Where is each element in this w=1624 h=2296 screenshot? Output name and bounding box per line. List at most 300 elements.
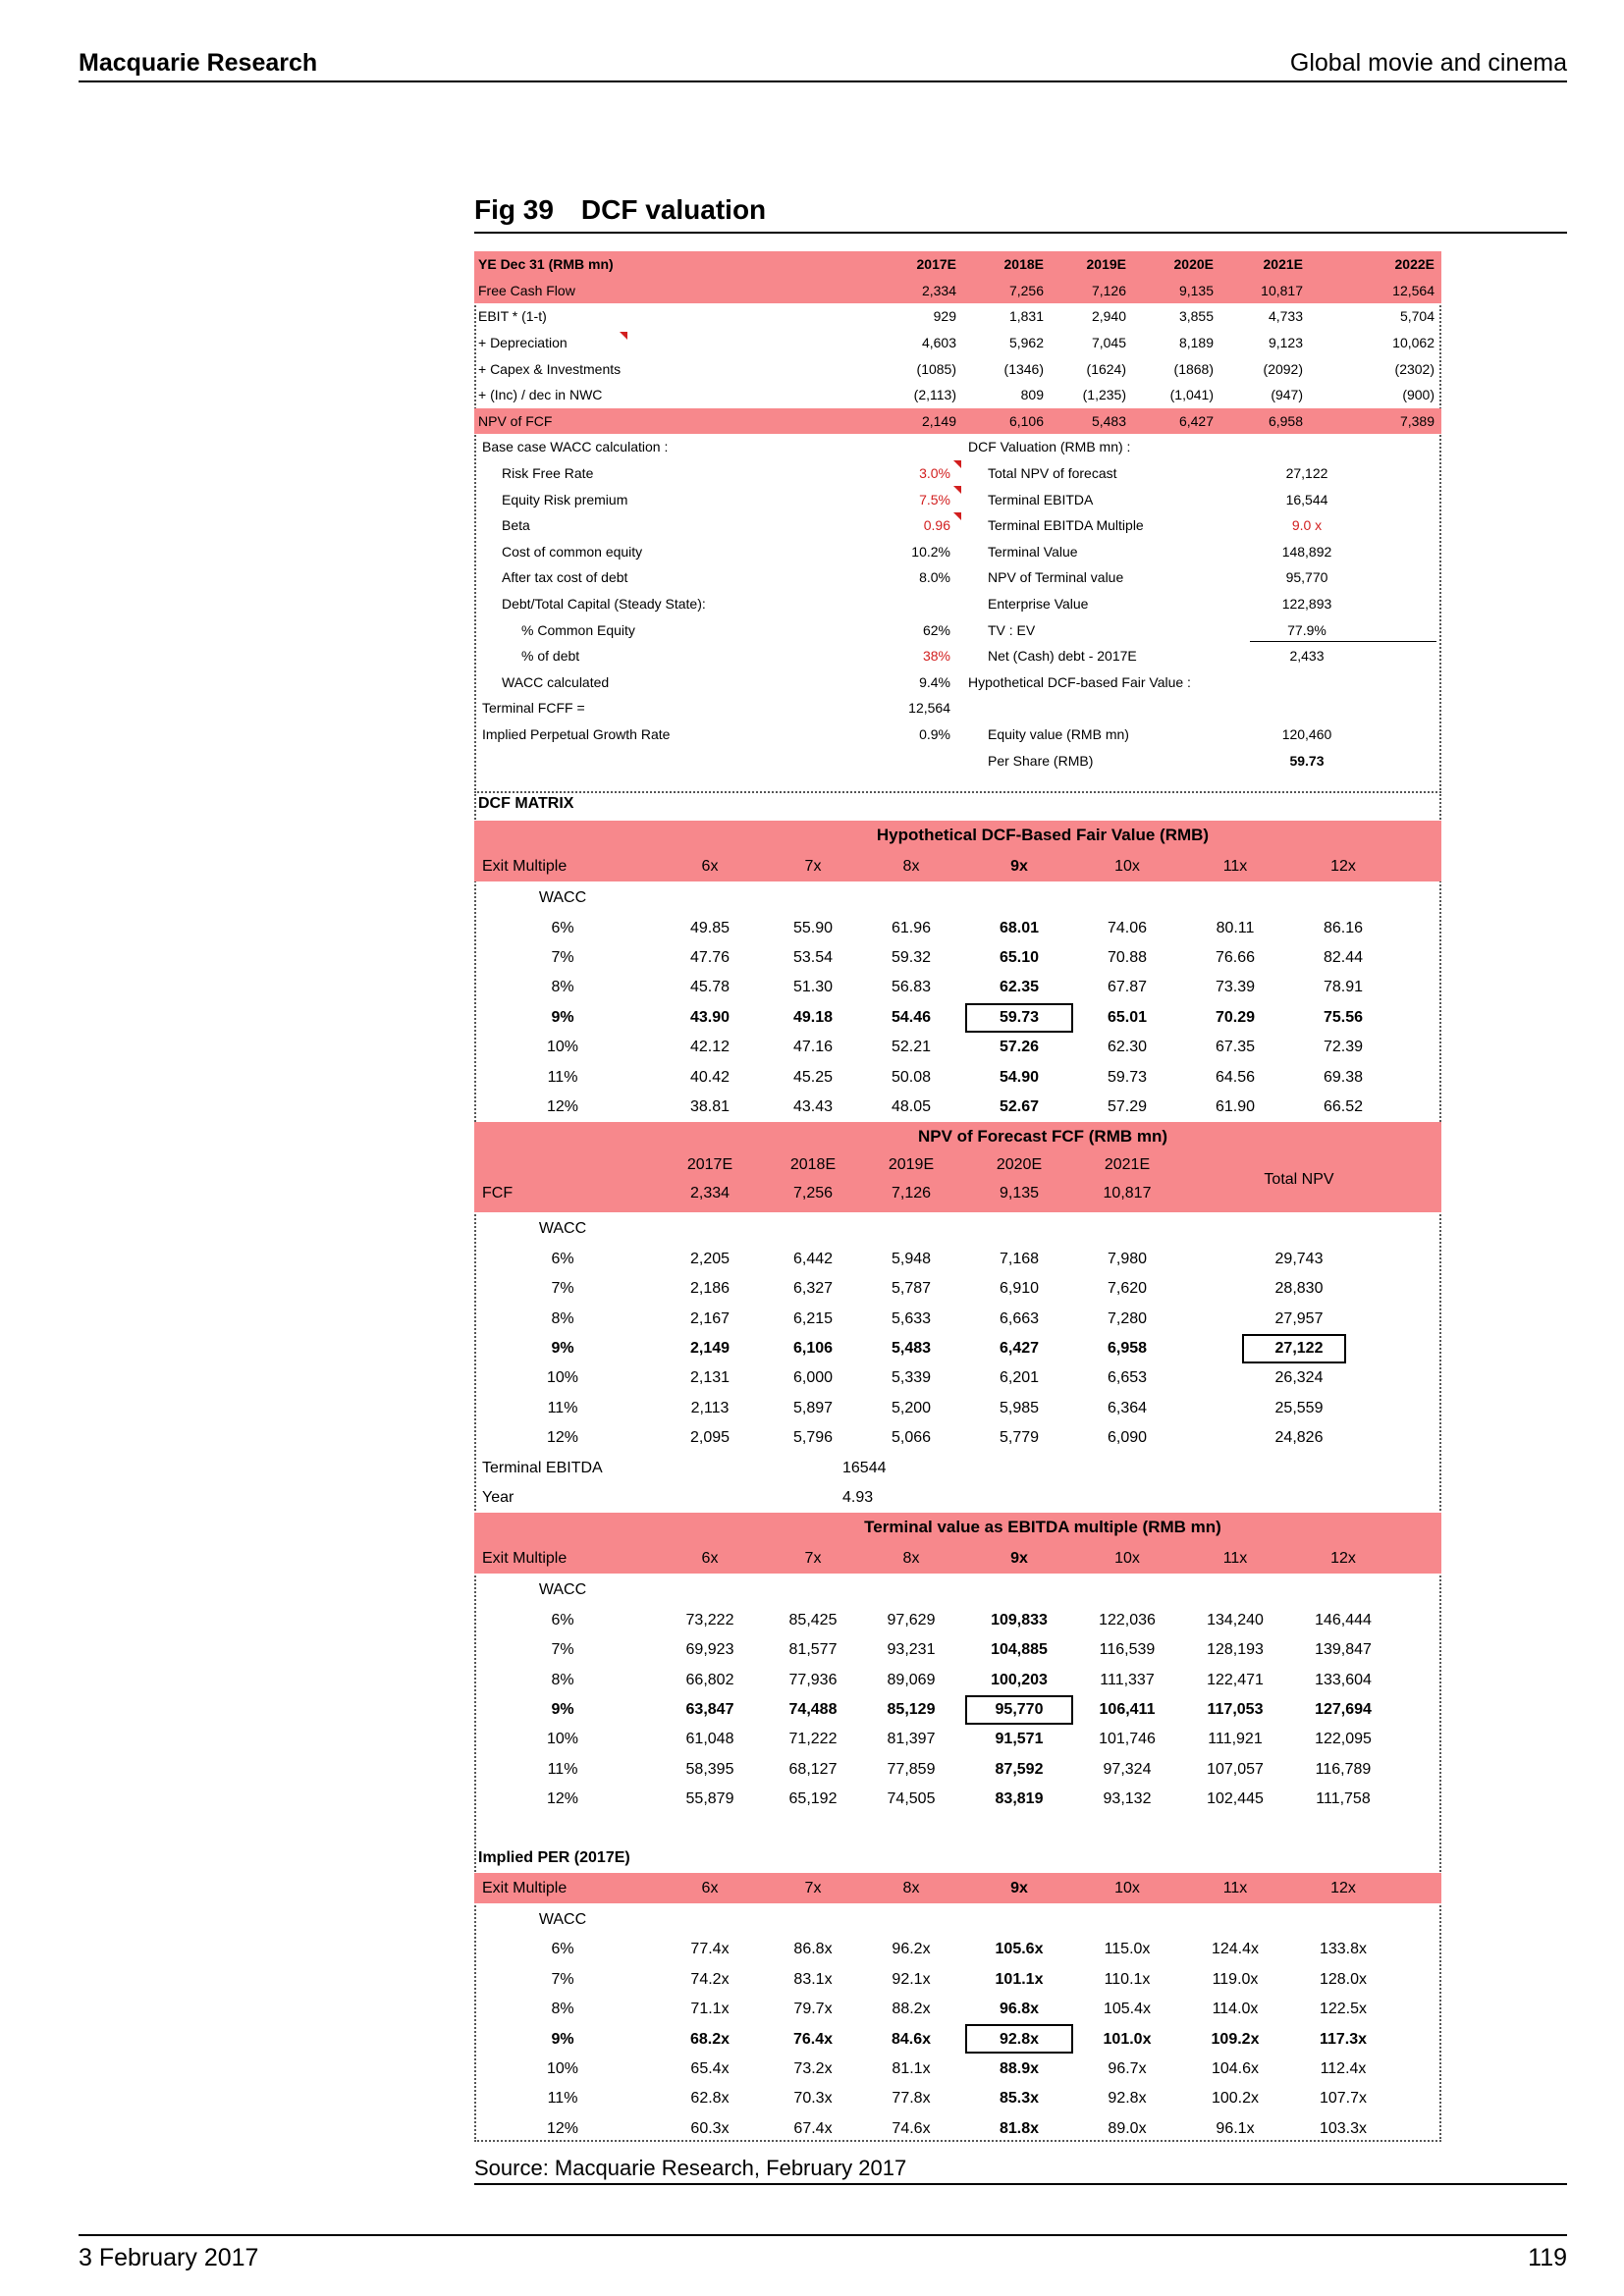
npv_fcf-total: 26,324: [1274, 1369, 1324, 1387]
npv_fcf-value: 5,779: [999, 1429, 1040, 1447]
implied_per-value: 71.1x: [690, 2001, 730, 2018]
wacc-calc-value: 38%: [922, 648, 950, 665]
terminal_value-value: 89,069: [887, 1671, 936, 1688]
multiple-header: 7x: [804, 1879, 822, 1896]
wacc-calc-value: 0.96: [923, 517, 950, 534]
dcf-valuation-sheet: [474, 251, 1441, 2142]
wacc-calc-row: [474, 721, 1441, 748]
implied_per-row: [474, 2084, 1441, 2113]
npv_fcf-value: 6,958: [1107, 1339, 1148, 1357]
fair_value-value: 66.52: [1323, 1097, 1364, 1115]
wacc-value: 9%: [551, 1700, 574, 1718]
npv_fcf-value: 5,339: [891, 1369, 932, 1387]
fcf-row-value: 7,126: [1091, 282, 1126, 298]
npv_fcf-value: 5,066: [891, 1429, 932, 1447]
npv_fcf-value: 2,113: [690, 1399, 730, 1416]
base-case-box: [965, 2024, 1073, 2054]
implied_per-value: 79.7x: [793, 2001, 833, 2018]
implied_per-value: 77.8x: [892, 2090, 931, 2108]
fcf-header-label: YE Dec 31 (RMB mn): [478, 256, 614, 273]
fcf-year-header: 2019E: [1086, 256, 1126, 273]
base-case-box: [965, 1695, 1073, 1725]
npv_fcf-value: 5,633: [891, 1309, 932, 1327]
fair_value-value: 52.21: [891, 1039, 932, 1056]
terminal_value-value: 100,203: [991, 1671, 1048, 1688]
terminal_value-value: 122,036: [1099, 1611, 1156, 1629]
npv_fcf-row: [474, 1304, 1441, 1333]
multiple-header: 10x: [1114, 1879, 1140, 1896]
implied_per-value: 89.0x: [1108, 2119, 1147, 2137]
multiple-header: 12x: [1330, 858, 1356, 875]
wacc-calc-label: % Common Equity: [521, 621, 635, 638]
implied_per-value: 92.8x: [1108, 2090, 1147, 2108]
terminal_value-value: 93,231: [887, 1641, 936, 1659]
npv_fcf-row: [474, 1363, 1441, 1393]
implied_per-value: 119.0x: [1212, 1970, 1259, 1988]
fcf-row-value: 2,334: [921, 282, 956, 298]
implied_per-value: 86.8x: [793, 1941, 833, 1958]
dcf-valuation-value: 148,892: [1281, 543, 1332, 560]
implied_per-value: 68.2x: [689, 2030, 731, 2048]
header-rule: [79, 80, 1567, 82]
terminal_value-value: 77,936: [788, 1671, 838, 1688]
implied_per-value: 92.1x: [892, 1970, 931, 1988]
dcf-valuation-label: Total NPV of forecast: [988, 465, 1117, 482]
fcf-row-label: NPV of FCF: [478, 412, 553, 429]
dcf-valuation-label: Terminal EBITDA: [988, 491, 1094, 507]
fcf-year-header: 2022E: [1394, 256, 1435, 273]
terminal_value-header: [474, 1544, 1441, 1574]
wacc-title-row: [474, 434, 1441, 460]
implied_per-value: 74.6x: [892, 2119, 931, 2137]
year-label: Year: [482, 1488, 514, 1506]
wacc-value: 6%: [551, 919, 574, 936]
terminal_value-value: 61,048: [685, 1731, 734, 1748]
implied_per-value: 105.4x: [1103, 2001, 1152, 2018]
wacc-label: WACC: [538, 1581, 587, 1599]
implied_per-value: 115.0x: [1104, 1941, 1151, 1958]
fcf-label: FCF: [482, 1185, 514, 1202]
fcf-year-header: 2021E: [1263, 256, 1303, 273]
implied_per-wacc-label-row: [474, 1905, 1441, 1935]
fcf-row-value: (2092): [1263, 360, 1303, 377]
fcf-year-header: 2020E: [1173, 256, 1214, 273]
npv-year-header: 2019E: [888, 1156, 935, 1174]
terminal_value-row: [474, 1635, 1441, 1665]
dcf-valuation-value: 122,893: [1281, 596, 1332, 613]
npv-fcf-title: NPV of Forecast FCF (RMB mn): [917, 1127, 1168, 1147]
terminal_value-row: [474, 1695, 1441, 1725]
wacc-calc-label: Cost of common equity: [502, 543, 643, 560]
implied_per-value: 67.4x: [793, 2119, 833, 2137]
fcf-value: 7,126: [891, 1185, 932, 1202]
dcf-valuation-value: 27,122: [1285, 465, 1328, 482]
wacc-value: 7%: [551, 1970, 574, 1988]
per-share-value: 59.73: [1289, 752, 1325, 769]
comment-marker: [953, 486, 961, 494]
npv_fcf-wacc-label-row: [474, 1214, 1441, 1244]
terminal_value-value: 122,095: [1315, 1731, 1372, 1748]
fcf-row-value: (1346): [1003, 360, 1044, 377]
terminal_value-value: 127,694: [1315, 1700, 1372, 1718]
fcf-year-header: 2018E: [1003, 256, 1044, 273]
wacc-value: 8%: [551, 1309, 574, 1327]
wacc-value: 7%: [551, 948, 574, 966]
implied_per-row: [474, 2055, 1441, 2084]
fair_value-value: 45.78: [689, 979, 731, 996]
npv_fcf-row: [474, 1245, 1441, 1274]
wacc-calc-value: [887, 591, 950, 617]
implied_per-value: 114.0x: [1212, 2001, 1259, 2018]
npv_fcf-value: 7,280: [1107, 1309, 1148, 1327]
dcf-valuation-label: Terminal EBITDA Multiple: [988, 517, 1144, 534]
fcf-table-row: [474, 278, 1441, 304]
implied_per-value: 92.8x: [999, 2030, 1040, 2048]
terminal_value-value: 95,770: [995, 1700, 1044, 1718]
fair_value-value: 70.29: [1215, 1008, 1256, 1026]
fair_value-value: 61.90: [1215, 1097, 1256, 1115]
dcf-valuation-label: Enterprise Value: [988, 596, 1089, 613]
fair_value-value: 76.66: [1215, 948, 1256, 966]
implied_per-value: 88.2x: [892, 2001, 931, 2018]
exit-multiple-label: Exit Multiple: [482, 858, 568, 875]
wacc-calc-title: Base case WACC calculation :: [482, 439, 669, 455]
wacc-value: 8%: [551, 979, 574, 996]
wacc-calc-label: % of debt: [521, 648, 580, 665]
fcf-row-value: 6,958: [1268, 412, 1303, 429]
wacc-calc-label: Risk Free Rate: [502, 465, 594, 482]
fcf-row-value: 10,062: [1392, 335, 1435, 351]
fcf-row-value: (1,235): [1082, 387, 1126, 403]
wacc-value: 12%: [546, 1429, 579, 1447]
fair_value-row: [474, 913, 1441, 942]
terminal_value-value: 66,802: [685, 1671, 734, 1688]
fcf-row-value: 2,149: [921, 412, 956, 429]
fair_value-value: 74.06: [1107, 919, 1148, 936]
fcf-row-label: + Depreciation: [478, 335, 568, 351]
fcf-header-row: [474, 251, 1441, 278]
total-npv-label: Total NPV: [1264, 1171, 1334, 1189]
dcf-valuation-value: 9.0 x: [1291, 517, 1323, 534]
terminal_value-value: 107,057: [1207, 1760, 1264, 1778]
npv_fcf-value: 6,663: [999, 1309, 1040, 1327]
wacc-calc-value: 8.0%: [919, 569, 950, 586]
implied_per-value: 103.3x: [1319, 2119, 1368, 2137]
npv_fcf-value: 6,364: [1107, 1399, 1148, 1416]
year-value: 4.93: [842, 1488, 874, 1506]
npv_fcf-value: 6,910: [999, 1280, 1040, 1298]
terminal_value-value: 102,445: [1207, 1790, 1264, 1808]
npv_fcf-value: 2,186: [689, 1280, 731, 1298]
terminal_value-value: 74,488: [788, 1700, 838, 1718]
fair_value-value: 49.85: [689, 919, 731, 936]
npv_fcf-total: 27,122: [1274, 1339, 1324, 1357]
implied_per-value: 101.1x: [995, 1970, 1044, 1988]
fair_value-row: [474, 973, 1441, 1002]
fair_value-row: [474, 1062, 1441, 1092]
fcf-row-value: 5,483: [1091, 412, 1126, 429]
fcf-row-value: (1868): [1173, 360, 1214, 377]
wacc-value: 12%: [546, 1790, 579, 1808]
implied_per-value: 85.3x: [999, 2090, 1040, 2108]
fair_value-value: 56.83: [891, 979, 932, 996]
npv_fcf-value: 5,948: [891, 1250, 932, 1267]
fair_value-value: 62.35: [999, 979, 1040, 996]
npv_fcf-value: 7,620: [1107, 1280, 1148, 1298]
npv_fcf-value: 5,200: [891, 1399, 932, 1416]
fcf-row-label: + Capex & Investments: [478, 360, 622, 377]
fair_value-value: 82.44: [1323, 948, 1364, 966]
fcf-row-value: (1624): [1086, 360, 1126, 377]
fcf-row-value: (900): [1402, 387, 1435, 403]
terminal_value-value: 68,127: [788, 1760, 838, 1778]
implied_per-value: 81.8x: [999, 2119, 1040, 2137]
fair_value-value: 78.91: [1323, 979, 1364, 996]
implied_per-value: 62.8x: [690, 2090, 730, 2108]
wacc-value: 12%: [546, 2119, 579, 2137]
fair_value-value: 67.87: [1107, 979, 1148, 996]
multiple-header: 10x: [1114, 1550, 1140, 1568]
fair_value-value: 69.38: [1323, 1068, 1364, 1086]
equity-value-label: Equity value (RMB mn): [988, 726, 1129, 743]
fcf-row-value: 809: [1020, 387, 1044, 403]
fair_value-value: 73.39: [1215, 979, 1256, 996]
wacc-calc-row: [474, 460, 1441, 487]
wacc-value: 6%: [551, 1611, 574, 1629]
fcf-row-value: 9,135: [1178, 282, 1214, 298]
terminal_value-value: 97,629: [887, 1611, 936, 1629]
wacc-calc-value: 12,564: [908, 700, 950, 717]
fair-value-title: Hypothetical DCF-based Fair Value :: [968, 673, 1191, 690]
npv_fcf-row: [474, 1274, 1441, 1304]
fair_value-value: 72.39: [1323, 1039, 1364, 1056]
fcf-row-value: 10,817: [1261, 282, 1303, 298]
fair_value-value: 62.30: [1107, 1039, 1148, 1056]
terminal_value-value: 69,923: [685, 1641, 734, 1659]
wacc-value: 8%: [551, 2001, 574, 2018]
fair_value-value: 67.35: [1215, 1039, 1256, 1056]
fcf-table-row: [474, 355, 1441, 382]
multiple-header: 9x: [1010, 1879, 1028, 1896]
wacc-calc-row: [474, 486, 1441, 512]
dcf-valuation-value: 16,544: [1285, 491, 1328, 507]
wacc-calc-label: Beta: [502, 517, 530, 534]
wacc-value: 11%: [547, 2090, 578, 2108]
implied_per-value: 112.4x: [1320, 2059, 1367, 2077]
dcf-matrix-title: DCF MATRIX: [478, 795, 574, 812]
dcf-valuation-label: NPV of Terminal value: [988, 569, 1124, 586]
implied_per-row: [474, 1995, 1441, 2024]
fair_value-row: [474, 1033, 1441, 1062]
source-rule: [474, 2183, 1567, 2185]
implied_per-value: 117.3x: [1319, 2030, 1368, 2048]
fair_value-row: [474, 1093, 1441, 1122]
fcf-row-value: 929: [933, 308, 956, 325]
fair_value-value: 51.30: [792, 979, 834, 996]
fair_value-value: 47.16: [792, 1039, 834, 1056]
fair_value-value: 57.29: [1107, 1097, 1148, 1115]
wacc-calc-row: [474, 564, 1441, 591]
wacc-calc-label: Implied Perpetual Growth Rate: [482, 726, 671, 743]
wacc-value: 8%: [551, 1671, 574, 1688]
equity-value: 120,460: [1281, 726, 1332, 743]
terminal_value-value: 109,833: [991, 1611, 1048, 1629]
multiple-header: 11x: [1222, 858, 1248, 875]
fcf-row-value: 1,831: [1008, 308, 1044, 325]
fcf-value: 7,256: [792, 1185, 834, 1202]
fair_value-value: 50.08: [891, 1068, 932, 1086]
fair_value-value: 43.90: [689, 1008, 731, 1026]
fair_value-value: 68.01: [999, 919, 1040, 936]
wacc-calc-row: [474, 616, 1441, 643]
implied_per-row: [474, 2114, 1441, 2144]
terminal_value-value: 55,879: [685, 1790, 734, 1808]
terminal_value-value: 116,539: [1099, 1641, 1156, 1659]
wacc-calc-value: 9.4%: [919, 673, 950, 690]
terminal_value-value: 106,411: [1099, 1700, 1156, 1718]
terminal_value-value: 134,240: [1207, 1611, 1264, 1629]
terminal_value-value: 101,746: [1099, 1731, 1156, 1748]
terminal_value-row: [474, 1606, 1441, 1635]
npv-year-header: 2018E: [789, 1156, 837, 1174]
fcf-row-label: + (Inc) / dec in NWC: [478, 387, 603, 403]
npv_fcf-total: 28,830: [1274, 1280, 1324, 1298]
npv-year-header: 2021E: [1104, 1156, 1151, 1174]
comment-marker: [620, 332, 627, 340]
base-case-box: [965, 1003, 1073, 1033]
fair_value-value: 45.25: [792, 1068, 834, 1086]
comment-marker: [953, 460, 961, 468]
wacc-value: 10%: [546, 1039, 579, 1056]
npv_fcf-value: 2,095: [689, 1429, 731, 1447]
fair_value-band: [474, 821, 1441, 881]
fcf-value: 10,817: [1103, 1185, 1152, 1202]
terminal_value-value: 117,053: [1207, 1700, 1264, 1718]
dcf-valuation-value: 2,433: [1289, 648, 1325, 665]
wacc-value: 6%: [551, 1941, 574, 1958]
terminal_value-value: 111,921: [1208, 1731, 1263, 1748]
fcf-row-value: 5,962: [1008, 335, 1044, 351]
terminal_value-value: 63,847: [685, 1700, 734, 1718]
npv-year-header: 2020E: [996, 1156, 1043, 1174]
per-share-label: Per Share (RMB): [988, 752, 1094, 769]
terminal_value-value: 93,132: [1103, 1790, 1152, 1808]
npv_fcf-value: 7,168: [999, 1250, 1040, 1267]
dcf-valuation-label: Terminal Value: [988, 543, 1078, 560]
npv_fcf-row: [474, 1423, 1441, 1453]
fcf-value: 2,334: [689, 1185, 731, 1202]
fair_value-value: 40.42: [689, 1068, 731, 1086]
wacc-calc-value: 7.5%: [919, 491, 950, 507]
implied_per-row: [474, 2024, 1441, 2054]
wacc-value: 10%: [546, 1369, 579, 1387]
fcf-row-value: 9,123: [1268, 335, 1303, 351]
npv_fcf-value: 5,483: [891, 1339, 932, 1357]
multiple-header: 8x: [902, 1879, 920, 1896]
fcf-row-value: 7,389: [1399, 412, 1435, 429]
wacc-calc-value: 10.2%: [911, 543, 950, 560]
implied_per-value: 60.3x: [690, 2119, 730, 2137]
npv_fcf-value: 6,442: [792, 1250, 834, 1267]
fair_value-value: 59.73: [999, 1008, 1040, 1026]
terminal_value-value: 116,789: [1315, 1760, 1372, 1778]
terminal_value-value: 146,444: [1315, 1611, 1372, 1629]
fair_value-value: 43.43: [792, 1097, 834, 1115]
npv_fcf-value: 6,653: [1107, 1369, 1148, 1387]
fair_value-value: 38.81: [689, 1097, 731, 1115]
npv_fcf-value: 6,201: [999, 1369, 1040, 1387]
implied_per-value: 96.7x: [1108, 2059, 1147, 2077]
implied_per-value: 73.2x: [793, 2059, 833, 2077]
fair_value-wacc-label-row: [474, 883, 1441, 913]
npv_fcf-total: 25,559: [1274, 1399, 1324, 1416]
npv_fcf-value: 5,787: [891, 1280, 932, 1298]
fcf-row-value: 4,733: [1268, 308, 1303, 325]
implied_per-value: 77.4x: [690, 1941, 730, 1958]
multiple-header: 6x: [701, 1879, 719, 1896]
fcf-row-value: 8,189: [1178, 335, 1214, 351]
fair_value-value: 75.56: [1323, 1008, 1364, 1026]
wacc-calc-row: [474, 591, 1441, 617]
npv_fcf-value: 5,897: [792, 1399, 834, 1416]
fair_value-value: 59.32: [891, 948, 932, 966]
multiple-header: 10x: [1114, 858, 1140, 875]
comment-marker: [953, 512, 961, 520]
fcf-row-value: 7,256: [1008, 282, 1044, 298]
implied_per-value: 100.2x: [1211, 2090, 1260, 2108]
fcf-row-value: (2,113): [913, 387, 956, 403]
implied_per-value: 70.3x: [793, 2090, 833, 2108]
implied_per-value: 133.8x: [1319, 1941, 1368, 1958]
implied_per-value: 96.2x: [892, 1941, 931, 1958]
fair_value-value: 64.56: [1215, 1068, 1256, 1086]
multiple-header: 7x: [804, 1550, 822, 1568]
terminal_value-value: 133,604: [1315, 1671, 1372, 1688]
exit-multiple-label: Exit Multiple: [482, 1550, 568, 1568]
terminal_value-value: 85,425: [788, 1611, 838, 1629]
terminal_value-row: [474, 1725, 1441, 1754]
fcf-row-value: 7,045: [1091, 335, 1126, 351]
wacc-value: 9%: [551, 1008, 574, 1026]
figure-title: [474, 194, 766, 226]
npv_fcf-total: 24,826: [1274, 1429, 1324, 1447]
implied_per-value: 76.4x: [792, 2030, 834, 2048]
wacc-calc-row: [474, 669, 1441, 696]
terminal_value-value: 83,819: [995, 1790, 1044, 1808]
wacc-value: 11%: [547, 1068, 578, 1086]
multiple-header: 6x: [701, 858, 719, 875]
implied_per-row: [474, 1965, 1441, 1995]
fair_value-value: 65.10: [999, 948, 1040, 966]
year-row: [474, 1483, 1441, 1513]
fair_value-header: [474, 852, 1441, 881]
npv_fcf-value: 5,985: [999, 1399, 1040, 1416]
fair_value-title: Hypothetical DCF-Based Fair Value (RMB): [876, 826, 1210, 844]
npv_fcf-total: 27,957: [1274, 1309, 1324, 1327]
wacc-calc-row: [474, 512, 1441, 539]
multiple-header: 8x: [902, 858, 920, 875]
fcf-row-value: (2302): [1394, 360, 1435, 377]
implied_per-value: 84.6x: [891, 2030, 932, 2048]
npv_fcf-value: 2,205: [689, 1250, 731, 1267]
fcf-row-value: (947): [1271, 387, 1303, 403]
wacc-calc-label: After tax cost of debt: [502, 569, 628, 586]
terminal_value-value: 139,847: [1315, 1641, 1372, 1659]
npv_fcf-value: 6,090: [1107, 1429, 1148, 1447]
fcf-row-value: 2,940: [1091, 308, 1126, 325]
terminal_value-value: 111,758: [1316, 1790, 1371, 1808]
terminal_value-band: [474, 1513, 1441, 1574]
